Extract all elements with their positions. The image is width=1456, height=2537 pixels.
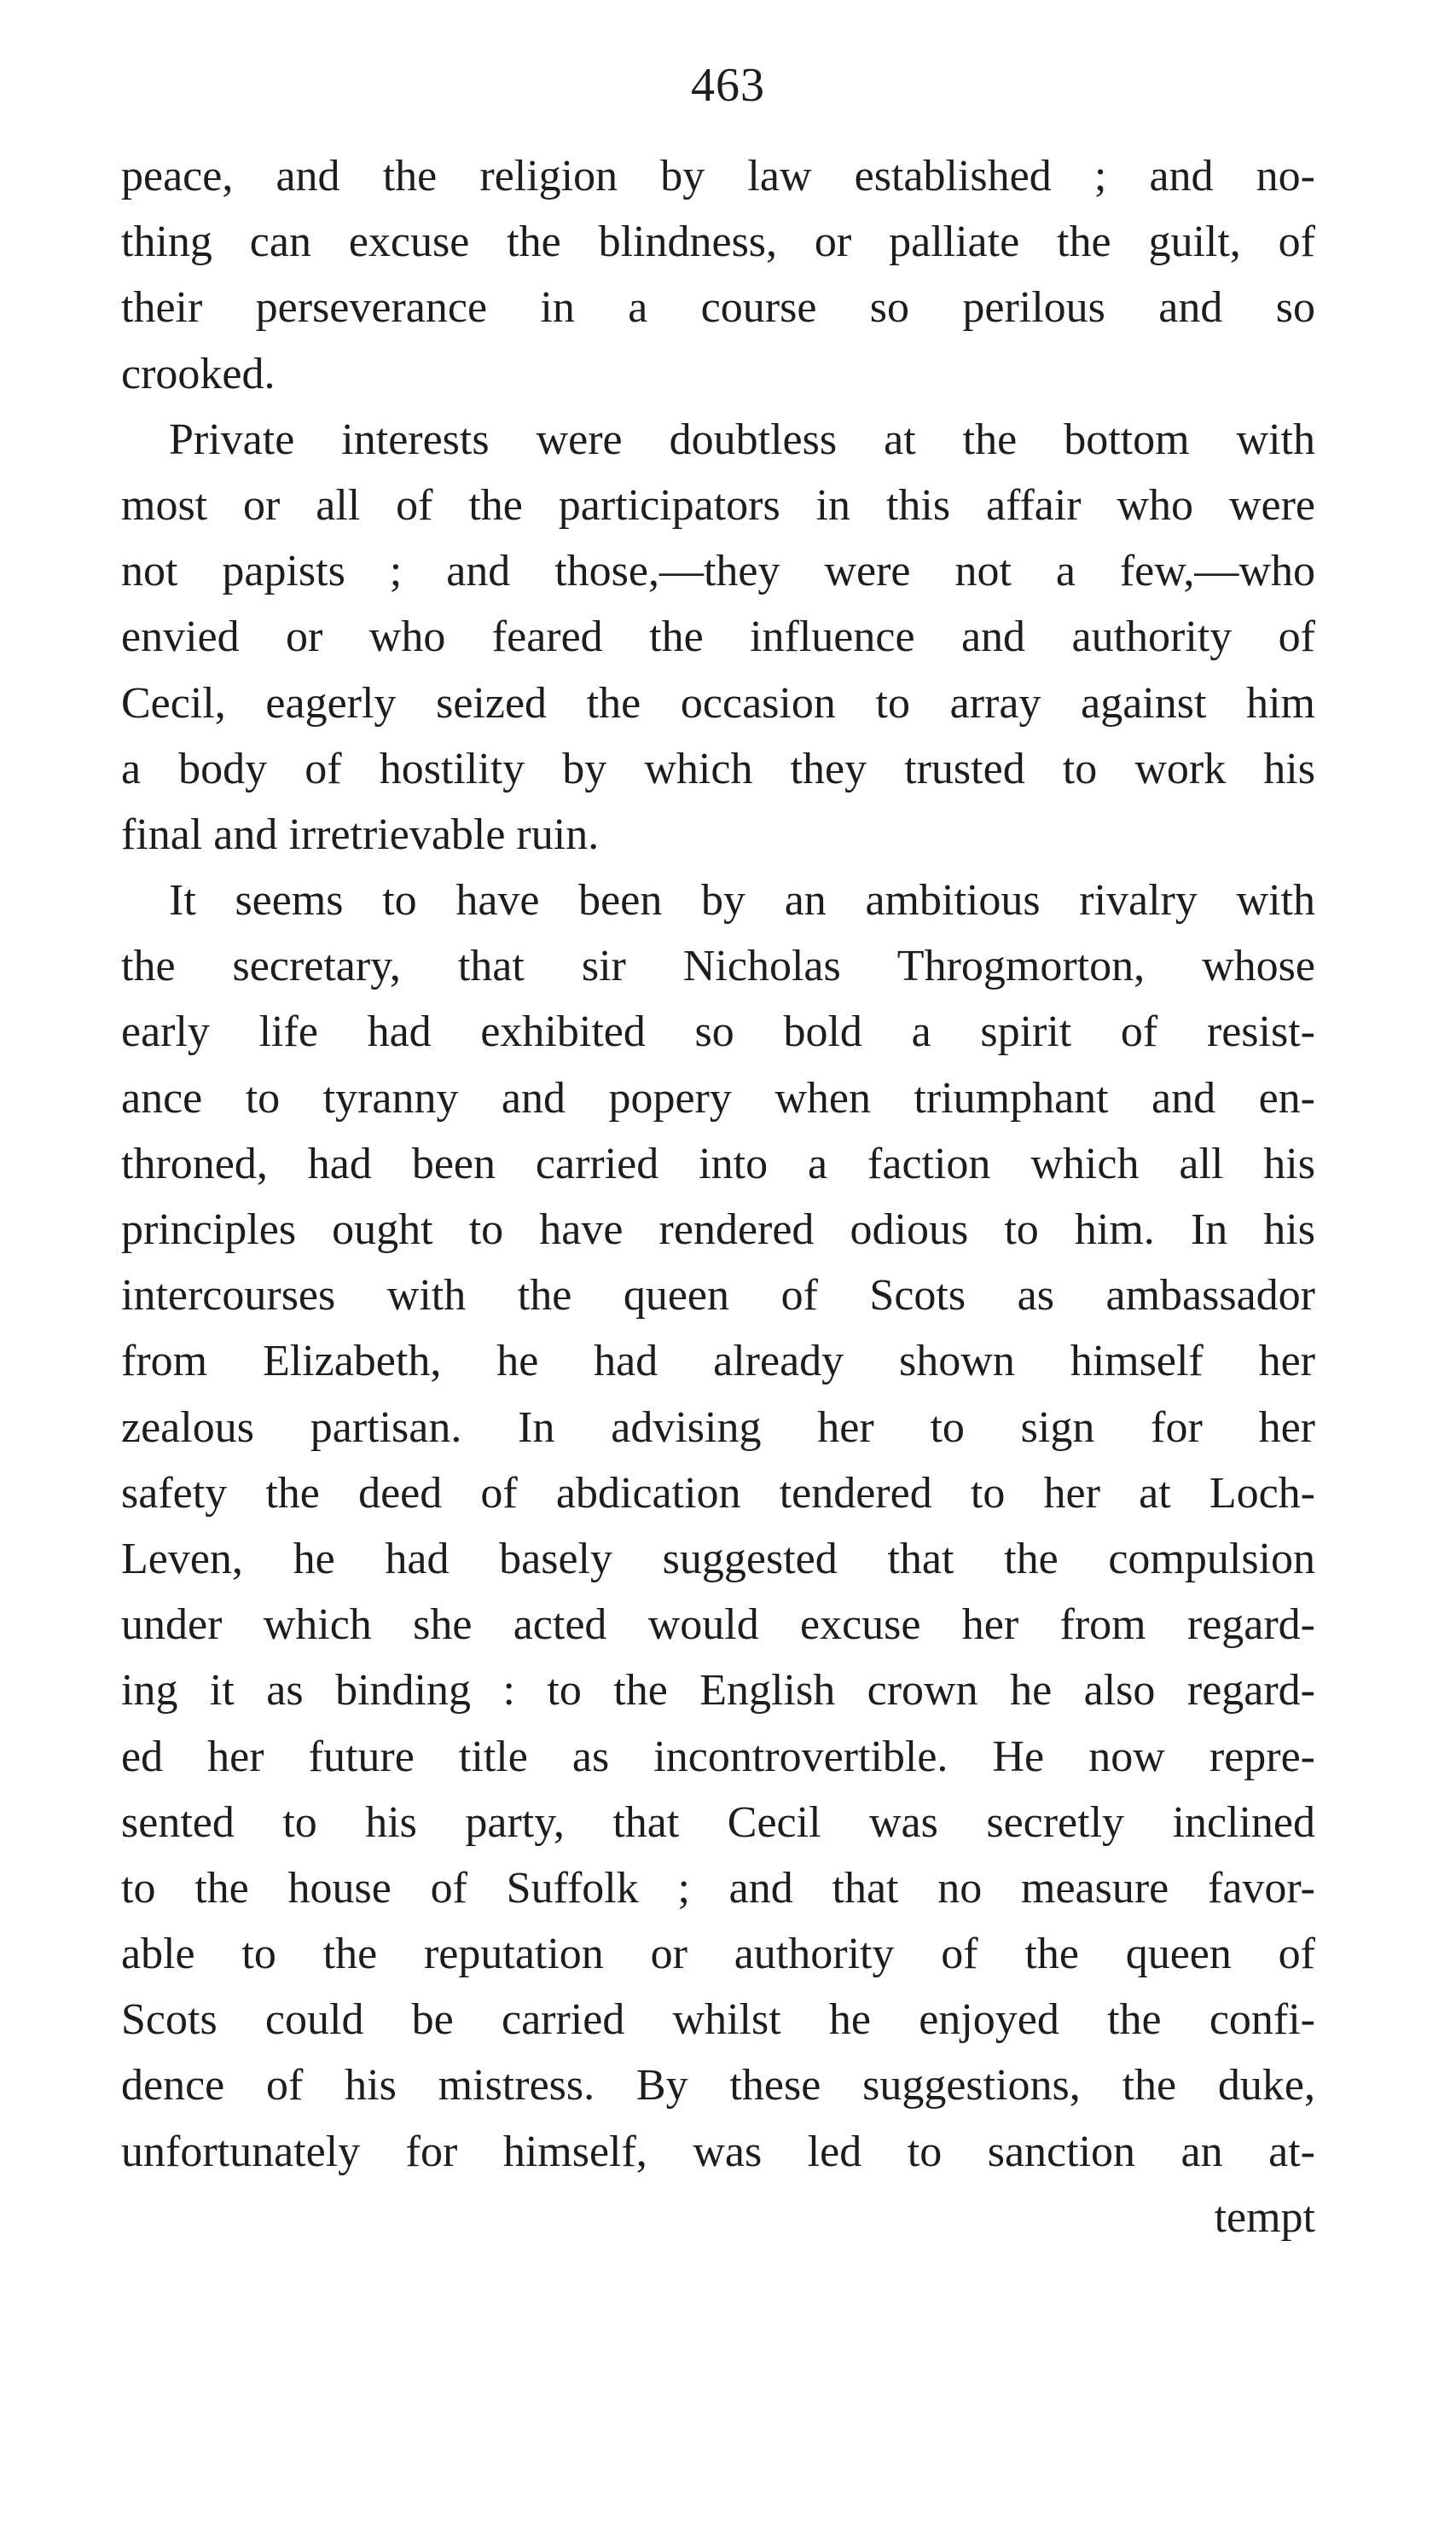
text-line: peace, and the religion by law established ; and no- <box>121 152 1315 200</box>
text-line: able to the reputation or authority of the queen of <box>121 1930 1315 1979</box>
text-line: sented to his party, that Cecil was secretly inclined <box>121 1797 1315 1847</box>
text-line: not papists ; and those,—they were not a few,—who <box>121 547 1315 596</box>
text-line: Cecil, eagerly seized the occasion to array against him <box>121 678 1315 728</box>
text-line: early life had exhibited so bold a spirit of resist- <box>121 1007 1315 1057</box>
text-line: safety the deed of abdication tendered to her at Loch- <box>121 1468 1315 1518</box>
paragraph-2 <box>121 407 1315 868</box>
text-line: from Elizabeth, he had already shown himself her <box>121 1337 1315 1386</box>
text-line: a body of hostility by which they trusted to work his <box>121 744 1315 793</box>
text-line: crooked. <box>121 349 276 398</box>
catchword: tempt <box>1214 2192 1315 2242</box>
text-line: ed her future title as incontrovertible. He now repre- <box>121 1732 1315 1781</box>
text-line: principles ought to have rendered odious to him. In his <box>121 1205 1315 1254</box>
text-line: envied or who feared the influence and authority of <box>121 612 1315 662</box>
text-line: final and irretrievable ruin. <box>121 810 600 859</box>
text-line: unfortunately for himself, was led to sanction an at- <box>121 2127 1315 2176</box>
text-line: under which she acted would excuse her from regard- <box>121 1600 1315 1650</box>
text-line: dence of his mistress. By these suggestions, the duke, <box>121 2061 1315 2110</box>
text-line: thing can excuse the blindness, or palliate the guilt, of <box>121 218 1315 267</box>
text-line: the secretary, that sir Nicholas Throgmorton, whose <box>121 942 1315 991</box>
text-line: to the house of Suffolk ; and that no measure favor- <box>121 1863 1315 1913</box>
text-line: their perseverance in a course so perilous and so <box>121 283 1315 333</box>
page-number: 463 <box>691 59 765 112</box>
text-line: Leven, he had basely suggested that the compulsion <box>121 1534 1315 1583</box>
text-line: It seems to have been by an ambitious rivalry with <box>169 876 1315 926</box>
text-line: throned, had been carried into a faction which all his <box>121 1139 1315 1188</box>
text-line: most or all of the participators in this affair who were <box>121 480 1315 530</box>
body-text <box>121 143 1315 2250</box>
paragraph-1 <box>121 143 1315 407</box>
text-line: intercourses with the queen of Scots as ambassador <box>121 1271 1315 1321</box>
paragraph-3 <box>121 868 1315 2185</box>
text-line: Scots could be carried whilst he enjoyed the confi- <box>121 1995 1315 2045</box>
text-line: Private interests were doubtless at the bottom with <box>169 415 1315 464</box>
text-line: ing it as binding : to the English crown he also regard- <box>121 1666 1315 1716</box>
text-line: zealous partisan. In advising her to sign for her <box>121 1402 1315 1452</box>
text-line: ance to tyranny and popery when triumphant and en- <box>121 1073 1315 1123</box>
